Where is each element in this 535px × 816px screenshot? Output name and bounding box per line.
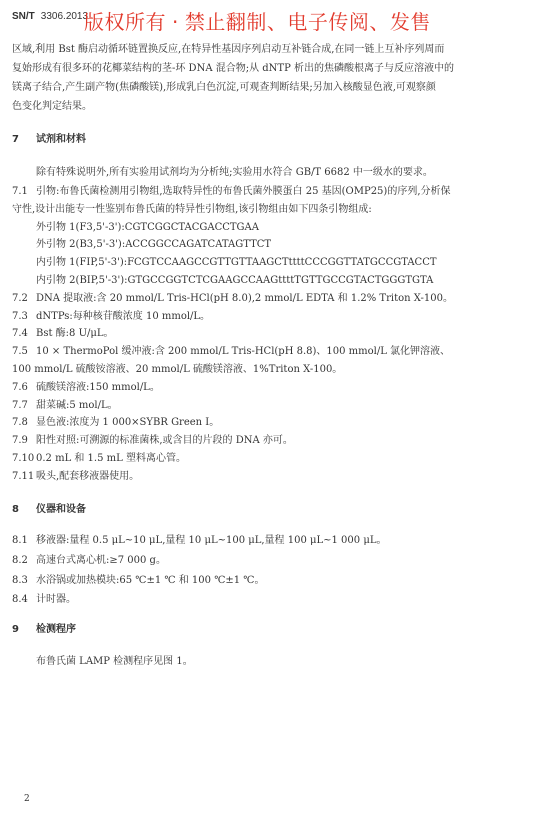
- watermark-dot: ·: [172, 10, 179, 34]
- section-7-heading: [12, 130, 86, 145]
- item-text: 100 mmol/L 硫酸铵溶液、20 mmol/L 硫酸镁溶液、1%Triton X-100。: [12, 364, 343, 375]
- item-number: 7.8: [12, 417, 28, 429]
- item-text: 守性,设计出能专一性鉴别布鲁氏菌的特异性引物组,该引物组由如下四条引物组成:: [12, 203, 372, 215]
- item-text: 外引物 1(F3,5'-3'):CGTCGGCTACGACCTGAA: [36, 221, 259, 233]
- item-number: 7.1: [12, 186, 28, 197]
- list-item: [12, 449, 186, 464]
- section-8-heading: [12, 500, 86, 515]
- item-text: 阳性对照:可溯源的标准菌株,或含目的片段的 DNA 亦可。: [36, 435, 293, 447]
- item-text: dNTPs:每种核苷酸浓度 10 mmol/L。: [36, 310, 211, 322]
- list-item: [12, 324, 114, 339]
- item-text: 显色液:浓度为 1 000×SYBR Green Ⅰ。: [36, 417, 220, 429]
- item-number: 7.5: [12, 346, 28, 358]
- item-text: 外引物 2(B3,5'-3'):ACCGGCCAGATCATAGTTCT: [36, 239, 272, 251]
- item-text: 甜菜碱:5 mol/L。: [36, 399, 118, 411]
- copyright-watermark: [84, 6, 431, 35]
- item-number: 8.3: [12, 574, 28, 586]
- intro-line-2: 复始形成有很多环的花椰菜结构的茎-环 DNA 混合物;从 dNTP 析出的焦磷酸根离子与反应溶液中的: [12, 63, 455, 74]
- item-number: 7.7: [12, 399, 28, 411]
- item-text: 水浴锅或加热模块:65 ℃±1 ℃ 和 100 ℃±1 ℃。: [36, 574, 265, 586]
- item-number: 7.11: [12, 470, 35, 482]
- watermark-right: 禁止翻制、电子传阅、发售: [184, 10, 431, 34]
- intro-line-3: 镁离子结合,产生副产物(焦磷酸镁),形成乳白色沉淀,可观查判断结果;另加入核酸显色液,可观察颜: [12, 82, 436, 93]
- list-item: [12, 571, 264, 586]
- standard-prefix: SN/T: [12, 11, 35, 22]
- list-item: [12, 590, 76, 605]
- list-item: [12, 342, 450, 357]
- section-7-intro: 除有特殊说明外,所有实验用试剂均为分析纯;实验用水符合 GB/T 6682 中一级水的要求。: [36, 167, 433, 178]
- list-item: [12, 360, 342, 375]
- list-item: [12, 182, 451, 197]
- item-number: 7.3: [12, 310, 28, 322]
- section-number: 7: [12, 134, 19, 145]
- section-title: 试剂和材料: [36, 134, 86, 145]
- item-text: 高速台式离心机:≥7 000 g。: [36, 554, 166, 566]
- item-number: 8.4: [12, 594, 28, 606]
- intro-line-4: 色变化判定结果。: [12, 101, 92, 112]
- standard-code: 3306.: [40, 11, 66, 22]
- watermark-left: 版权所有: [84, 10, 166, 34]
- section-title: 仪器和设备: [36, 504, 86, 515]
- page-number: 2: [24, 794, 30, 804]
- section-9-heading: [12, 620, 76, 635]
- item-text: 移液器:量程 0.5 μL~10 μL,量程 10 μL~100 μL,量程 100 μL~1 000 μL。: [36, 535, 387, 546]
- list-item: [36, 235, 271, 250]
- intro-line-1: 区域,利用 Bst 酶启动循环链置换反应,在特异性基因序列启动互补链合成,在同一链上互补序列周而: [12, 44, 445, 55]
- section-9-text: 布鲁氏菌 LAMP 检测程序见图 1。: [36, 656, 193, 667]
- item-text: 内引物 1(FIP,5'-3'):FCGTCCAAGCCGTTGTTAAGCTttttCCCGGTTATGCCGTACCT: [36, 257, 437, 269]
- section-number: 8: [12, 504, 19, 515]
- list-item: [12, 467, 139, 482]
- list-item: [12, 289, 453, 304]
- list-item: [12, 396, 118, 411]
- list-item: [36, 218, 259, 233]
- list-item: [12, 431, 293, 446]
- item-text: 硫酸镁溶液:150 mmol/L。: [36, 381, 160, 393]
- item-number: 8.1: [12, 535, 28, 546]
- item-number: 7.10: [12, 453, 35, 464]
- list-item: [12, 307, 210, 322]
- list-item: [12, 531, 386, 546]
- item-number: 8.2: [12, 554, 28, 566]
- item-number: 7.6: [12, 381, 28, 393]
- item-text: DNA 提取液:含 20 mmol/L Tris-HCl(pH 8.0),2 mmol/L EDTA 和 1.2% Triton X-100。: [36, 292, 453, 304]
- item-number: 7.4: [12, 328, 28, 340]
- list-item: [12, 413, 219, 428]
- item-number: 7.2: [12, 292, 28, 304]
- item-text: 0.2 mL 和 1.5 mL 塑料离心管。: [36, 453, 186, 464]
- standard-header: [12, 11, 88, 22]
- item-text: 计时器。: [36, 594, 76, 606]
- list-item: [12, 378, 160, 393]
- item-text: 吸头,配套移液器使用。: [36, 470, 140, 482]
- list-item: [36, 253, 437, 268]
- item-text: 内引物 2(BIP,5'-3'):GTGCCGGTCTCGAAGCCAAGttttTGTTGCCGTACTGGGTGTA: [36, 275, 434, 286]
- list-item: [12, 200, 372, 215]
- list-item: [12, 551, 166, 566]
- item-text: 引物:布鲁氏菌检测用引物组,选取特异性的布鲁氏菌外膜蛋白 25 基因(OMP25)的序列,分析保: [36, 186, 451, 197]
- item-text: 10 × ThermoPol 缓冲液:含 200 mmol/L Tris-HCl(pH 8.8)、100 mmol/L 氯化钾溶液、: [36, 346, 451, 358]
- standard-year: 2013: [65, 11, 89, 22]
- list-item: [36, 271, 433, 286]
- item-text: Bst 酶:8 U/μL。: [36, 328, 114, 340]
- item-number: 7.9: [12, 435, 28, 447]
- section-number: 9: [12, 624, 19, 635]
- section-title: 检测程序: [36, 624, 76, 635]
